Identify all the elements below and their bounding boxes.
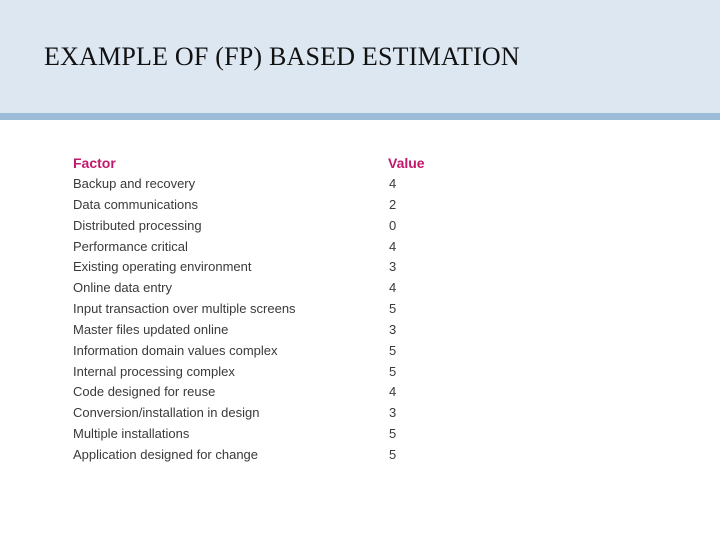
value-cell: 5 bbox=[389, 363, 397, 379]
factor-cell: Code designed for reuse bbox=[73, 384, 216, 400]
table-row bbox=[73, 174, 453, 195]
table-row bbox=[73, 362, 453, 383]
value-cell: 0 bbox=[389, 217, 397, 233]
factor-cell: Input transaction over multiple screens bbox=[73, 301, 296, 317]
cutoff-mask bbox=[60, 470, 480, 500]
table-row bbox=[73, 257, 453, 278]
factor-cell: Backup and recovery bbox=[73, 176, 196, 191]
factor-cell: Data communications bbox=[73, 196, 198, 212]
column-header-factor: Factor bbox=[73, 155, 116, 171]
table-row bbox=[73, 445, 453, 466]
factor-cell: Multiple installations bbox=[73, 426, 190, 442]
table-row bbox=[73, 424, 453, 445]
value-cell: 5 bbox=[389, 301, 397, 317]
factor-cell: Master files updated online bbox=[73, 321, 229, 337]
value-cell: 4 bbox=[389, 238, 397, 254]
factor-cell: Existing operating environment bbox=[73, 259, 252, 275]
table-row bbox=[73, 382, 453, 403]
header-divider bbox=[0, 113, 720, 120]
value-cell: 5 bbox=[389, 446, 397, 462]
factor-cell: Information domain values complex bbox=[73, 342, 278, 358]
table-row bbox=[73, 278, 453, 299]
value-cell: 4 bbox=[389, 280, 397, 296]
factor-value-table bbox=[73, 152, 453, 466]
value-cell: 2 bbox=[389, 196, 397, 212]
value-cell: 5 bbox=[389, 426, 397, 442]
value-cell: 3 bbox=[389, 259, 397, 275]
table-row bbox=[73, 237, 453, 258]
table-row bbox=[73, 195, 453, 216]
factor-cell: Application designed for change bbox=[73, 446, 259, 462]
factor-cell: Online data entry bbox=[73, 280, 173, 296]
table-row bbox=[73, 341, 453, 362]
factor-cell: Performance critical bbox=[73, 238, 188, 254]
table-row bbox=[73, 403, 453, 424]
factor-cell: Internal processing complex bbox=[73, 363, 235, 379]
factor-cell: Distributed processing bbox=[73, 217, 202, 233]
value-cell: 5 bbox=[389, 342, 397, 358]
table-row bbox=[73, 216, 453, 237]
value-cell: 3 bbox=[389, 405, 397, 421]
value-cell: 3 bbox=[389, 321, 397, 337]
column-header-value: Value bbox=[388, 155, 425, 171]
table-row bbox=[73, 320, 453, 341]
table-row bbox=[73, 299, 453, 320]
table-body bbox=[73, 174, 453, 466]
factor-cell: Conversion/installation in design bbox=[73, 405, 260, 421]
value-cell: 4 bbox=[389, 176, 397, 191]
value-cell: 4 bbox=[389, 384, 397, 400]
table-header-row bbox=[73, 152, 453, 174]
slide-title: EXAMPLE OF (FP) BASED ESTIMATION bbox=[44, 42, 520, 71]
